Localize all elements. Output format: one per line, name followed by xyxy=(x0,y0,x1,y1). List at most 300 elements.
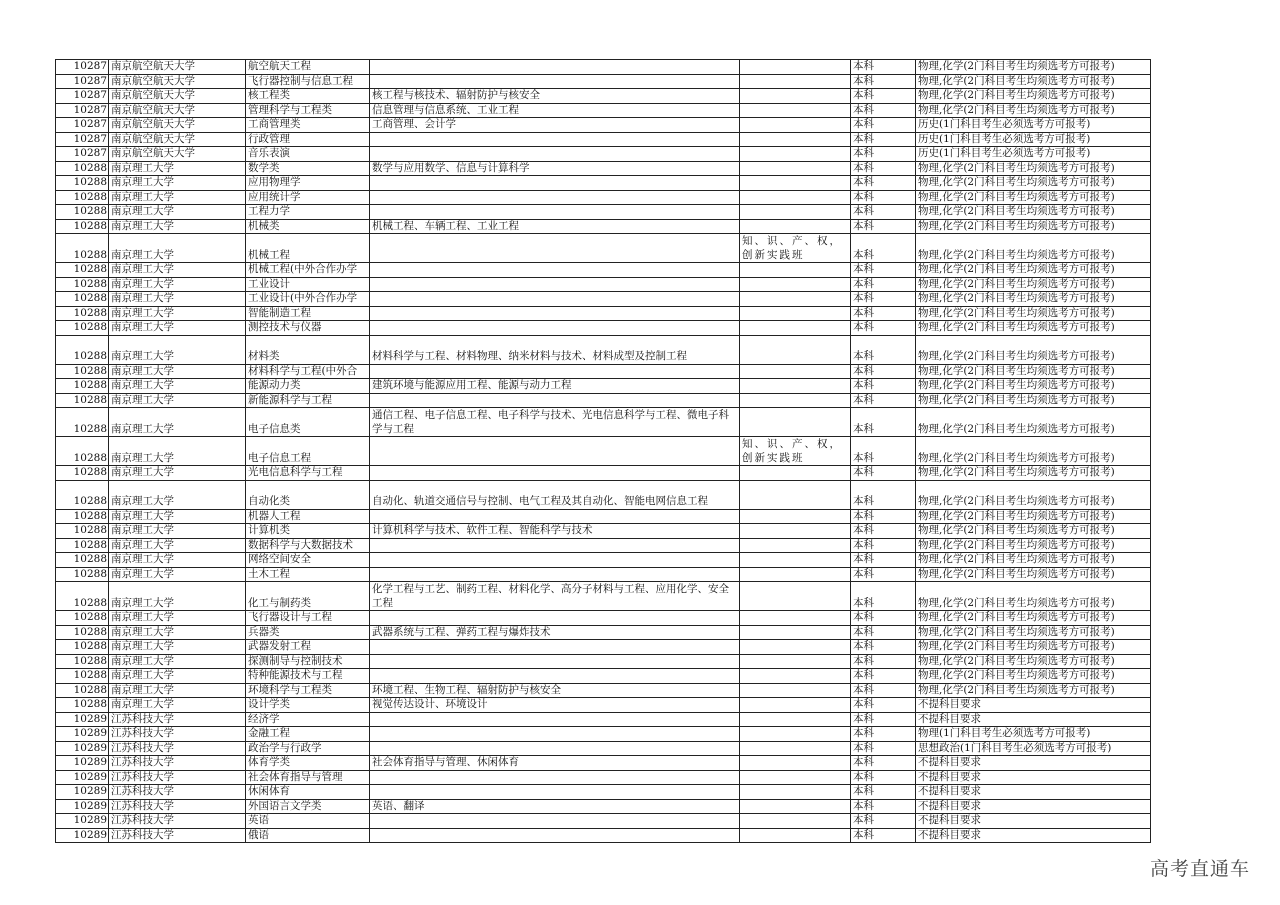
level-cell: 本科 xyxy=(851,161,916,176)
school-name-cell: 南京理工大学 xyxy=(109,698,246,713)
remark-cell xyxy=(740,712,851,727)
subject-requirement-cell: 物理,化学(2门科目考生均须选考方可报考) xyxy=(916,437,1151,466)
table-row xyxy=(56,741,1151,756)
included-majors-cell: 核工程与核技术、辐射防护与核安全 xyxy=(370,89,740,104)
school-name-cell: 南京理工大学 xyxy=(109,408,246,437)
table-row xyxy=(56,393,1151,408)
school-name-cell: 南京理工大学 xyxy=(109,669,246,684)
remark-cell xyxy=(740,756,851,771)
level-cell: 本科 xyxy=(851,756,916,771)
school-name-cell: 南京理工大学 xyxy=(109,176,246,191)
remark-cell xyxy=(740,727,851,742)
major-name-cell: 应用物理学 xyxy=(246,176,370,191)
included-majors-cell xyxy=(370,814,740,829)
school-name-cell: 南京航空航天大学 xyxy=(109,89,246,104)
major-name-cell: 经济学 xyxy=(246,712,370,727)
table-row xyxy=(56,364,1151,379)
school-code-cell: 10288 xyxy=(56,683,109,698)
remark-cell xyxy=(740,103,851,118)
school-code-cell: 10287 xyxy=(56,89,109,104)
school-code-cell: 10289 xyxy=(56,741,109,756)
included-majors-cell xyxy=(370,640,740,655)
subject-requirement-cell: 不提科目要求 xyxy=(916,698,1151,713)
table-row xyxy=(56,538,1151,553)
school-code-cell: 10288 xyxy=(56,292,109,307)
major-name-cell: 机械类 xyxy=(246,219,370,234)
major-name-cell: 电子信息工程 xyxy=(246,437,370,466)
school-name-cell: 南京理工大学 xyxy=(109,640,246,655)
remark-cell xyxy=(740,335,851,364)
remark-cell xyxy=(740,205,851,220)
school-name-cell: 南京理工大学 xyxy=(109,582,246,611)
remark-cell xyxy=(740,292,851,307)
level-cell: 本科 xyxy=(851,640,916,655)
major-name-cell: 智能制造工程 xyxy=(246,306,370,321)
level-cell: 本科 xyxy=(851,828,916,843)
school-name-cell: 江苏科技大学 xyxy=(109,799,246,814)
level-cell: 本科 xyxy=(851,205,916,220)
included-majors-cell: 数学与应用数学、信息与计算科学 xyxy=(370,161,740,176)
included-majors-cell: 视觉传达设计、环境设计 xyxy=(370,698,740,713)
level-cell: 本科 xyxy=(851,132,916,147)
school-code-cell: 10288 xyxy=(56,654,109,669)
school-code-cell: 10288 xyxy=(56,379,109,394)
included-majors-cell: 环境工程、生物工程、辐射防护与核安全 xyxy=(370,683,740,698)
school-code-cell: 10287 xyxy=(56,132,109,147)
school-code-cell: 10288 xyxy=(56,466,109,481)
subject-requirement-cell: 物理,化学(2门科目考生均须选考方可报考) xyxy=(916,292,1151,307)
level-cell: 本科 xyxy=(851,698,916,713)
level-cell: 本科 xyxy=(851,712,916,727)
major-name-cell: 数据科学与大数据技术 xyxy=(246,538,370,553)
remark-cell xyxy=(740,219,851,234)
table-row xyxy=(56,103,1151,118)
subject-requirement-cell: 物理,化学(2门科目考生均须选考方可报考) xyxy=(916,306,1151,321)
table-row xyxy=(56,524,1151,539)
level-cell: 本科 xyxy=(851,89,916,104)
school-name-cell: 南京理工大学 xyxy=(109,538,246,553)
school-name-cell: 江苏科技大学 xyxy=(109,770,246,785)
remark-cell xyxy=(740,89,851,104)
school-code-cell: 10288 xyxy=(56,698,109,713)
level-cell: 本科 xyxy=(851,553,916,568)
major-name-cell: 材料科学与工程(中外合 xyxy=(246,364,370,379)
school-name-cell: 南京理工大学 xyxy=(109,393,246,408)
remark-cell xyxy=(740,74,851,89)
table-row xyxy=(56,509,1151,524)
table-row xyxy=(56,74,1151,89)
subject-requirement-cell: 物理,化学(2门科目考生均须选考方可报考) xyxy=(916,408,1151,437)
school-name-cell: 南京理工大学 xyxy=(109,263,246,278)
included-majors-cell: 计算机科学与技术、软件工程、智能科学与技术 xyxy=(370,524,740,539)
subject-requirement-cell: 物理,化学(2门科目考生均须选考方可报考) xyxy=(916,379,1151,394)
school-code-cell: 10288 xyxy=(56,509,109,524)
major-name-cell: 兵器类 xyxy=(246,625,370,640)
table-row xyxy=(56,654,1151,669)
school-code-cell: 10288 xyxy=(56,161,109,176)
table-row xyxy=(56,161,1151,176)
subject-requirement-cell: 物理,化学(2门科目考生均须选考方可报考) xyxy=(916,538,1151,553)
school-name-cell: 南京理工大学 xyxy=(109,190,246,205)
table-row xyxy=(56,292,1151,307)
table-row xyxy=(56,89,1151,104)
major-name-cell: 工商管理类 xyxy=(246,118,370,133)
included-majors-cell xyxy=(370,234,740,263)
included-majors-cell: 英语、翻译 xyxy=(370,799,740,814)
remark-cell xyxy=(740,161,851,176)
major-name-cell: 化工与制药类 xyxy=(246,582,370,611)
subject-requirement-cell: 物理,化学(2门科目考生均须选考方可报考) xyxy=(916,205,1151,220)
level-cell: 本科 xyxy=(851,176,916,191)
included-majors-cell xyxy=(370,727,740,742)
level-cell: 本科 xyxy=(851,509,916,524)
subject-requirement-cell: 物理,化学(2门科目考生均须选考方可报考) xyxy=(916,669,1151,684)
included-majors-cell xyxy=(370,364,740,379)
level-cell: 本科 xyxy=(851,60,916,75)
level-cell: 本科 xyxy=(851,393,916,408)
level-cell: 本科 xyxy=(851,364,916,379)
school-code-cell: 10288 xyxy=(56,234,109,263)
subject-requirement-cell: 物理,化学(2门科目考生均须选考方可报考) xyxy=(916,509,1151,524)
remark-cell xyxy=(740,306,851,321)
major-name-cell: 行政管理 xyxy=(246,132,370,147)
included-majors-cell: 自动化、轨道交通信号与控制、电气工程及其自动化、智能电网信息工程 xyxy=(370,480,740,509)
included-majors-cell xyxy=(370,770,740,785)
level-cell: 本科 xyxy=(851,321,916,336)
level-cell: 本科 xyxy=(851,335,916,364)
school-code-cell: 10288 xyxy=(56,625,109,640)
subject-requirement-cell: 思想政治(1门科目考生必须选考方可报考) xyxy=(916,741,1151,756)
level-cell: 本科 xyxy=(851,306,916,321)
remark-cell xyxy=(740,814,851,829)
major-name-cell: 机械工程 xyxy=(246,234,370,263)
remark-cell xyxy=(740,640,851,655)
school-name-cell: 江苏科技大学 xyxy=(109,828,246,843)
remark-cell xyxy=(740,654,851,669)
remark-cell xyxy=(740,321,851,336)
level-cell: 本科 xyxy=(851,524,916,539)
school-code-cell: 10288 xyxy=(56,567,109,582)
major-name-cell: 工业设计(中外合作办学 xyxy=(246,292,370,307)
major-name-cell: 网络空间安全 xyxy=(246,553,370,568)
included-majors-cell xyxy=(370,654,740,669)
subject-requirement-cell: 历史(1门科目考生必须选考方可报考) xyxy=(916,147,1151,162)
remark-cell xyxy=(740,828,851,843)
included-majors-cell xyxy=(370,321,740,336)
table-row xyxy=(56,379,1151,394)
included-majors-cell: 建筑环境与能源应用工程、能源与动力工程 xyxy=(370,379,740,394)
included-majors-cell xyxy=(370,393,740,408)
school-name-cell: 江苏科技大学 xyxy=(109,727,246,742)
table-row xyxy=(56,625,1151,640)
remark-cell xyxy=(740,741,851,756)
major-name-cell: 数学类 xyxy=(246,161,370,176)
school-code-cell: 10289 xyxy=(56,712,109,727)
subject-requirement-cell: 不提科目要求 xyxy=(916,828,1151,843)
level-cell: 本科 xyxy=(851,190,916,205)
school-name-cell: 南京理工大学 xyxy=(109,277,246,292)
subject-requirement-cell: 历史(1门科目考生必须选考方可报考) xyxy=(916,118,1151,133)
major-name-cell: 航空航天工程 xyxy=(246,60,370,75)
table-row xyxy=(56,219,1151,234)
remark-cell xyxy=(740,364,851,379)
subject-requirement-cell: 不提科目要求 xyxy=(916,785,1151,800)
subject-requirement-cell: 物理,化学(2门科目考生均须选考方可报考) xyxy=(916,480,1151,509)
major-name-cell: 测控技术与仪器 xyxy=(246,321,370,336)
school-name-cell: 南京航空航天大学 xyxy=(109,74,246,89)
major-name-cell: 核工程类 xyxy=(246,89,370,104)
remark-cell xyxy=(740,408,851,437)
included-majors-cell xyxy=(370,466,740,481)
level-cell: 本科 xyxy=(851,727,916,742)
subject-requirement-cell: 物理,化学(2门科目考生均须选考方可报考) xyxy=(916,393,1151,408)
table-row xyxy=(56,814,1151,829)
included-majors-cell xyxy=(370,538,740,553)
included-majors-cell xyxy=(370,611,740,626)
school-name-cell: 南京理工大学 xyxy=(109,161,246,176)
school-name-cell: 南京理工大学 xyxy=(109,364,246,379)
remark-cell xyxy=(740,263,851,278)
remark-cell xyxy=(740,785,851,800)
school-name-cell: 江苏科技大学 xyxy=(109,785,246,800)
included-majors-cell: 机械工程、车辆工程、工业工程 xyxy=(370,219,740,234)
table-row xyxy=(56,799,1151,814)
subject-requirement-cell: 物理,化学(2门科目考生均须选考方可报考) xyxy=(916,161,1151,176)
table-row xyxy=(56,770,1151,785)
major-name-cell: 管理科学与工程类 xyxy=(246,103,370,118)
major-name-cell: 光电信息科学与工程 xyxy=(246,466,370,481)
included-majors-cell xyxy=(370,263,740,278)
level-cell: 本科 xyxy=(851,379,916,394)
major-name-cell: 俄语 xyxy=(246,828,370,843)
remark-cell xyxy=(740,770,851,785)
major-name-cell: 音乐表演 xyxy=(246,147,370,162)
level-cell: 本科 xyxy=(851,799,916,814)
school-name-cell: 南京理工大学 xyxy=(109,466,246,481)
subject-requirement-cell: 不提科目要求 xyxy=(916,756,1151,771)
subject-requirement-cell: 不提科目要求 xyxy=(916,770,1151,785)
level-cell: 本科 xyxy=(851,118,916,133)
major-name-cell: 土木工程 xyxy=(246,567,370,582)
level-cell: 本科 xyxy=(851,538,916,553)
major-name-cell: 机械工程(中外合作办学 xyxy=(246,263,370,278)
remark-cell xyxy=(740,611,851,626)
remark-cell xyxy=(740,60,851,75)
subject-requirement-cell: 物理,化学(2门科目考生均须选考方可报考) xyxy=(916,683,1151,698)
school-name-cell: 江苏科技大学 xyxy=(109,741,246,756)
remark-cell xyxy=(740,582,851,611)
level-cell: 本科 xyxy=(851,277,916,292)
table-row xyxy=(56,756,1151,771)
level-cell: 本科 xyxy=(851,625,916,640)
school-code-cell: 10288 xyxy=(56,611,109,626)
remark-cell xyxy=(740,480,851,509)
school-name-cell: 南京理工大学 xyxy=(109,567,246,582)
included-majors-cell: 化学工程与工艺、制药工程、材料化学、高分子材料与工程、应用化学、安全工程 xyxy=(370,582,740,611)
major-name-cell: 设计学类 xyxy=(246,698,370,713)
remark-cell xyxy=(740,379,851,394)
included-majors-cell xyxy=(370,509,740,524)
level-cell: 本科 xyxy=(851,669,916,684)
remark-cell: 知、识、产、权，创新实践班 xyxy=(740,437,851,466)
subject-requirement-cell: 物理(1门科目考生必须选考方可报考) xyxy=(916,727,1151,742)
school-name-cell: 南京理工大学 xyxy=(109,480,246,509)
school-name-cell: 南京理工大学 xyxy=(109,509,246,524)
remark-cell xyxy=(740,176,851,191)
table-row xyxy=(56,176,1151,191)
subject-requirement-cell: 物理,化学(2门科目考生均须选考方可报考) xyxy=(916,103,1151,118)
school-name-cell: 南京航空航天大学 xyxy=(109,132,246,147)
subject-requirement-cell: 物理,化学(2门科目考生均须选考方可报考) xyxy=(916,335,1151,364)
major-name-cell: 飞行器设计与工程 xyxy=(246,611,370,626)
table-row xyxy=(56,132,1151,147)
school-name-cell: 江苏科技大学 xyxy=(109,756,246,771)
major-name-cell: 能源动力类 xyxy=(246,379,370,394)
table-row xyxy=(56,437,1151,466)
included-majors-cell xyxy=(370,132,740,147)
table-row xyxy=(56,466,1151,481)
subject-requirement-cell: 物理,化学(2门科目考生均须选考方可报考) xyxy=(916,567,1151,582)
table-row xyxy=(56,582,1151,611)
table-row xyxy=(56,567,1151,582)
level-cell: 本科 xyxy=(851,770,916,785)
table-body xyxy=(56,60,1151,843)
table-row xyxy=(56,205,1151,220)
table-row xyxy=(56,263,1151,278)
subject-requirement-cell: 物理,化学(2门科目考生均须选考方可报考) xyxy=(916,234,1151,263)
school-code-cell: 10289 xyxy=(56,814,109,829)
level-cell: 本科 xyxy=(851,408,916,437)
level-cell: 本科 xyxy=(851,219,916,234)
level-cell: 本科 xyxy=(851,147,916,162)
subject-requirement-cell: 物理,化学(2门科目考生均须选考方可报考) xyxy=(916,321,1151,336)
level-cell: 本科 xyxy=(851,466,916,481)
included-majors-cell xyxy=(370,437,740,466)
school-code-cell: 10288 xyxy=(56,538,109,553)
subject-requirement-cell: 物理,化学(2门科目考生均须选考方可报考) xyxy=(916,219,1151,234)
school-name-cell: 南京理工大学 xyxy=(109,683,246,698)
subject-requirement-cell: 物理,化学(2门科目考生均须选考方可报考) xyxy=(916,553,1151,568)
remark-cell xyxy=(740,683,851,698)
school-code-cell: 10288 xyxy=(56,480,109,509)
included-majors-cell xyxy=(370,669,740,684)
level-cell: 本科 xyxy=(851,611,916,626)
included-majors-cell xyxy=(370,712,740,727)
school-code-cell: 10287 xyxy=(56,60,109,75)
table-row xyxy=(56,277,1151,292)
subject-requirement-cell: 物理,化学(2门科目考生均须选考方可报考) xyxy=(916,466,1151,481)
level-cell: 本科 xyxy=(851,582,916,611)
school-code-cell: 10289 xyxy=(56,828,109,843)
major-name-cell: 政治学与行政学 xyxy=(246,741,370,756)
school-code-cell: 10289 xyxy=(56,785,109,800)
included-majors-cell: 材料科学与工程、材料物理、纳米材料与技术、材料成型及控制工程 xyxy=(370,335,740,364)
school-name-cell: 南京理工大学 xyxy=(109,219,246,234)
table-row xyxy=(56,118,1151,133)
major-name-cell: 探测制导与控制技术 xyxy=(246,654,370,669)
school-name-cell: 南京理工大学 xyxy=(109,379,246,394)
remark-cell xyxy=(740,118,851,133)
subject-requirement-cell: 物理,化学(2门科目考生均须选考方可报考) xyxy=(916,60,1151,75)
table-row xyxy=(56,727,1151,742)
table-row xyxy=(56,669,1151,684)
remark-cell xyxy=(740,277,851,292)
level-cell: 本科 xyxy=(851,567,916,582)
included-majors-cell xyxy=(370,147,740,162)
included-majors-cell xyxy=(370,205,740,220)
major-name-cell: 武器发射工程 xyxy=(246,640,370,655)
table-row xyxy=(56,234,1151,263)
level-cell: 本科 xyxy=(851,480,916,509)
school-code-cell: 10288 xyxy=(56,437,109,466)
major-name-cell: 材料类 xyxy=(246,335,370,364)
major-name-cell: 电子信息类 xyxy=(246,408,370,437)
school-code-cell: 10289 xyxy=(56,770,109,785)
school-code-cell: 10288 xyxy=(56,364,109,379)
subject-requirement-cell: 物理,化学(2门科目考生均须选考方可报考) xyxy=(916,611,1151,626)
subject-requirement-cell: 不提科目要求 xyxy=(916,814,1151,829)
remark-cell xyxy=(740,393,851,408)
table-row xyxy=(56,698,1151,713)
school-name-cell: 南京理工大学 xyxy=(109,335,246,364)
level-cell: 本科 xyxy=(851,292,916,307)
school-code-cell: 10287 xyxy=(56,74,109,89)
major-name-cell: 工业设计 xyxy=(246,277,370,292)
school-name-cell: 江苏科技大学 xyxy=(109,814,246,829)
school-name-cell: 南京理工大学 xyxy=(109,654,246,669)
included-majors-cell xyxy=(370,741,740,756)
included-majors-cell xyxy=(370,567,740,582)
table-row xyxy=(56,321,1151,336)
subject-requirement-cell: 历史(1门科目考生必须选考方可报考) xyxy=(916,132,1151,147)
table-row xyxy=(56,306,1151,321)
table-row xyxy=(56,480,1151,509)
major-name-cell: 体育学类 xyxy=(246,756,370,771)
major-name-cell: 计算机类 xyxy=(246,524,370,539)
school-code-cell: 10288 xyxy=(56,640,109,655)
subject-requirement-cell: 物理,化学(2门科目考生均须选考方可报考) xyxy=(916,277,1151,292)
subject-requirement-cell: 物理,化学(2门科目考生均须选考方可报考) xyxy=(916,176,1151,191)
included-majors-cell xyxy=(370,74,740,89)
school-code-cell: 10289 xyxy=(56,756,109,771)
remark-cell xyxy=(740,509,851,524)
remark-cell: 知、识、产、权，创新实践班 xyxy=(740,234,851,263)
remark-cell xyxy=(740,567,851,582)
included-majors-cell xyxy=(370,785,740,800)
included-majors-cell: 信息管理与信息系统、工业工程 xyxy=(370,103,740,118)
included-majors-cell xyxy=(370,60,740,75)
table-row xyxy=(56,683,1151,698)
school-name-cell: 南京航空航天大学 xyxy=(109,118,246,133)
school-name-cell: 南京理工大学 xyxy=(109,611,246,626)
table-row xyxy=(56,553,1151,568)
school-code-cell: 10288 xyxy=(56,263,109,278)
school-name-cell: 南京理工大学 xyxy=(109,205,246,220)
remark-cell xyxy=(740,669,851,684)
included-majors-cell xyxy=(370,190,740,205)
subject-requirement-cell: 物理,化学(2门科目考生均须选考方可报考) xyxy=(916,640,1151,655)
remark-cell xyxy=(740,132,851,147)
subject-requirement-cell: 物理,化学(2门科目考生均须选考方可报考) xyxy=(916,582,1151,611)
subject-requirement-cell: 物理,化学(2门科目考生均须选考方可报考) xyxy=(916,364,1151,379)
remark-cell xyxy=(740,799,851,814)
table-row xyxy=(56,335,1151,364)
major-name-cell: 金融工程 xyxy=(246,727,370,742)
school-code-cell: 10288 xyxy=(56,176,109,191)
table-row xyxy=(56,785,1151,800)
level-cell: 本科 xyxy=(851,654,916,669)
included-majors-cell xyxy=(370,306,740,321)
